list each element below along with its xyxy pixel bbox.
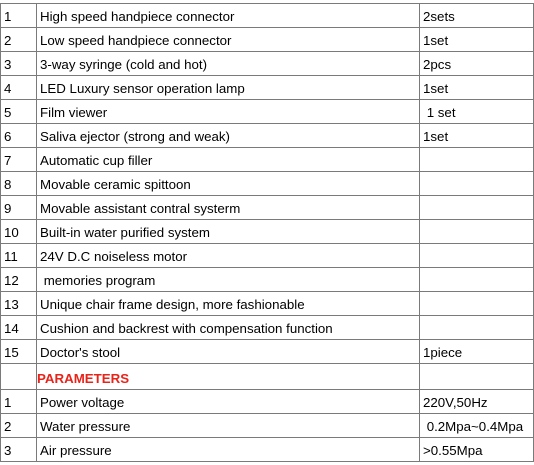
param-number: 3 (1, 438, 37, 462)
item-description: Cushion and backrest with compensation function (37, 316, 420, 340)
table-row (1, 100, 534, 124)
item-description: Doctor's stool (37, 340, 420, 364)
item-quantity (420, 148, 534, 172)
table-row (1, 76, 534, 100)
spec-table (0, 3, 534, 462)
item-number: 2 (1, 28, 37, 52)
item-description: Low speed handpiece connector (37, 28, 420, 52)
table-row (1, 414, 534, 438)
item-description: LED Luxury sensor operation lamp (37, 76, 420, 100)
item-number: 8 (1, 172, 37, 196)
item-description: 24V D.C noiseless motor (37, 244, 420, 268)
param-name: Air pressure (37, 438, 420, 462)
item-number: 11 (1, 244, 37, 268)
item-quantity: 1set (420, 76, 534, 100)
item-quantity (420, 316, 534, 340)
param-value: 220V,50Hz (420, 390, 534, 414)
item-quantity (420, 220, 534, 244)
table-row (1, 196, 534, 220)
item-description: Built-in water purified system (37, 220, 420, 244)
param-value: >0.55Mpa (420, 438, 534, 462)
item-description: Movable ceramic spittoon (37, 172, 420, 196)
param-number: 2 (1, 414, 37, 438)
item-quantity: 2sets (420, 4, 534, 28)
item-number: 7 (1, 148, 37, 172)
item-number: 15 (1, 340, 37, 364)
param-value: 0.2Mpa~0.4Mpa (420, 414, 534, 438)
item-quantity (420, 196, 534, 220)
item-quantity: 1 set (420, 100, 534, 124)
item-quantity (420, 172, 534, 196)
param-number: 1 (1, 390, 37, 414)
item-number: 10 (1, 220, 37, 244)
item-description: memories program (37, 268, 420, 292)
item-description: 3-way syringe (cold and hot) (37, 52, 420, 76)
item-number: 1 (1, 4, 37, 28)
item-quantity: 1set (420, 124, 534, 148)
item-number: 13 (1, 292, 37, 316)
item-quantity (420, 268, 534, 292)
item-description: Film viewer (37, 100, 420, 124)
table-row (1, 124, 534, 148)
empty-cell (420, 364, 534, 390)
table-row (1, 292, 534, 316)
param-name: Water pressure (37, 414, 420, 438)
table-row (1, 340, 534, 364)
item-description: Unique chair frame design, more fashionable (37, 292, 420, 316)
table-row (1, 244, 534, 268)
parameters-header-row (1, 364, 534, 390)
table-row (1, 148, 534, 172)
table-row (1, 28, 534, 52)
table-row (1, 172, 534, 196)
item-description: Movable assistant contral systerm (37, 196, 420, 220)
item-number: 5 (1, 100, 37, 124)
parameters-heading: PARAMETERS (37, 364, 420, 390)
table-row (1, 220, 534, 244)
table-row (1, 438, 534, 462)
empty-cell (1, 364, 37, 390)
item-quantity (420, 292, 534, 316)
item-quantity (420, 244, 534, 268)
item-quantity: 1set (420, 28, 534, 52)
table-row (1, 268, 534, 292)
item-number: 4 (1, 76, 37, 100)
item-quantity: 1piece (420, 340, 534, 364)
item-number: 6 (1, 124, 37, 148)
item-quantity: 2pcs (420, 52, 534, 76)
table-row (1, 4, 534, 28)
item-number: 12 (1, 268, 37, 292)
table-row (1, 316, 534, 340)
table-row (1, 52, 534, 76)
item-number: 14 (1, 316, 37, 340)
item-description: Automatic cup filler (37, 148, 420, 172)
param-name: Power voltage (37, 390, 420, 414)
item-number: 9 (1, 196, 37, 220)
item-description: Saliva ejector (strong and weak) (37, 124, 420, 148)
table-row (1, 390, 534, 414)
item-description: High speed handpiece connector (37, 4, 420, 28)
item-number: 3 (1, 52, 37, 76)
